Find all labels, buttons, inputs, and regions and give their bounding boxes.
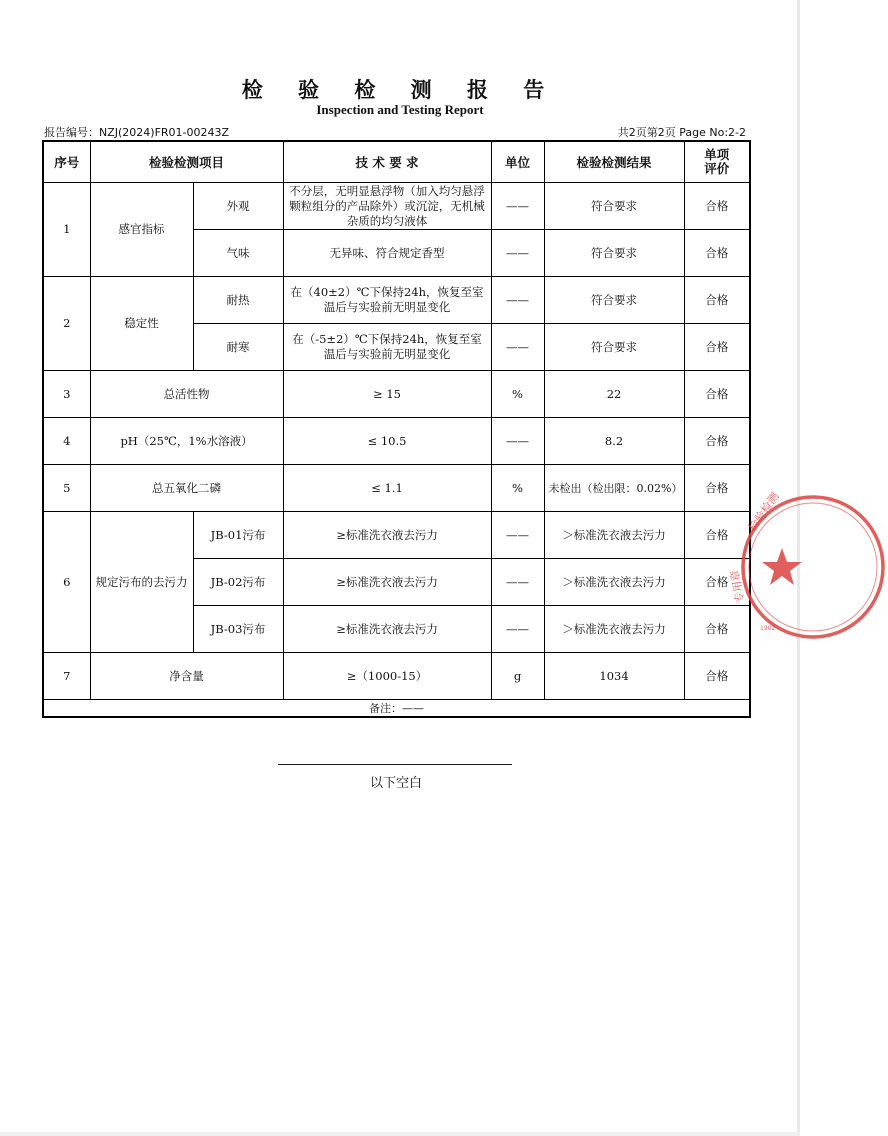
eval-cell: 合格 xyxy=(684,324,750,371)
svg-text:检验检测: 检验检测 xyxy=(745,490,782,534)
eval-cell: 合格 xyxy=(684,371,750,418)
report-title-english: Inspection and Testing Report xyxy=(316,102,484,117)
requirement-cell: 在（40±2）℃下保持24h，恢复至室温后与实验前无明显变化 xyxy=(283,277,491,324)
header-seq: 序号 xyxy=(43,141,90,183)
eval-cell: 合格 xyxy=(684,183,750,230)
requirement-cell: ≥ 15 xyxy=(283,371,491,418)
sub-item-cell: 外观 xyxy=(193,183,283,230)
item-cell: 总活性物 xyxy=(90,371,283,418)
header-requirement: 技 术 要 求 xyxy=(283,141,491,183)
item-cell: 总五氧化二磷 xyxy=(90,465,283,512)
requirement-cell: ≥（1000-15） xyxy=(283,653,491,700)
requirement-cell: 在（-5±2）℃下保持24h，恢复至室温后与实验前无明显变化 xyxy=(283,324,491,371)
eval-cell: 合格 xyxy=(684,559,750,606)
sub-item-cell: JB-03污布 xyxy=(193,606,283,653)
note-row xyxy=(43,700,750,718)
requirement-cell: ≤ 10.5 xyxy=(283,418,491,465)
page-bottom-edge xyxy=(0,1132,800,1136)
item-group-cell: 感官指标 xyxy=(90,183,193,277)
sub-item-cell: JB-02污布 xyxy=(193,559,283,606)
requirement-cell: 不分层，无明显悬浮物（加入均匀悬浮颗粒组分的产品除外）或沉淀，无机械杂质的均匀液体 xyxy=(283,183,491,230)
result-cell: ＞标准洗衣液去污力 xyxy=(544,559,684,606)
unit-cell: —— xyxy=(491,183,544,230)
table-row xyxy=(43,653,750,700)
table-row xyxy=(43,371,750,418)
header-unit: 单位 xyxy=(491,141,544,183)
eval-cell: 合格 xyxy=(684,277,750,324)
sub-item-cell: 耐寒 xyxy=(193,324,283,371)
sub-item-cell: JB-01污布 xyxy=(193,512,283,559)
report-number: 报告编号：NZJ(2024)FR01-00243Z xyxy=(44,126,230,139)
eval-cell: 合格 xyxy=(684,606,750,653)
inspection-table xyxy=(42,140,751,718)
table-row xyxy=(43,512,750,559)
result-cell: ＞标准洗衣液去污力 xyxy=(544,512,684,559)
report-title: 检 验 检 测 报 告 xyxy=(241,78,559,102)
svg-text:专用章: 专用章 xyxy=(728,568,747,604)
eval-cell: 合格 xyxy=(684,418,750,465)
result-cell: 符合要求 xyxy=(544,324,684,371)
seq-cell: 3 xyxy=(43,371,90,418)
unit-cell: —— xyxy=(491,230,544,277)
result-cell: 8.2 xyxy=(544,418,684,465)
header-result: 检验检测结果 xyxy=(544,141,684,183)
unit-cell: —— xyxy=(491,512,544,559)
requirement-cell: ≥标准洗衣液去污力 xyxy=(283,606,491,653)
seq-cell: 2 xyxy=(43,277,90,371)
item-group-cell: 规定污布的去污力 xyxy=(90,512,193,653)
eval-cell: 合格 xyxy=(684,230,750,277)
official-seal-stamp xyxy=(728,490,888,642)
eval-cell: 合格 xyxy=(684,512,750,559)
unit-cell: % xyxy=(491,465,544,512)
end-of-report-text: 以下空白 xyxy=(369,776,422,791)
seq-cell: 1 xyxy=(43,183,90,277)
result-cell: 1034 xyxy=(544,653,684,700)
unit-cell: % xyxy=(491,371,544,418)
requirement-cell: 无异味、符合规定香型 xyxy=(283,230,491,277)
note-cell: 备注：—— xyxy=(43,700,750,718)
sub-item-cell: 气味 xyxy=(193,230,283,277)
requirement-cell: ≥标准洗衣液去污力 xyxy=(283,559,491,606)
table-row xyxy=(43,183,750,230)
item-group-cell: 稳定性 xyxy=(90,277,193,371)
seq-cell: 7 xyxy=(43,653,90,700)
svg-text:1902: 1902 xyxy=(760,625,776,632)
unit-cell: —— xyxy=(491,606,544,653)
unit-cell: —— xyxy=(491,324,544,371)
eval-cell: 合格 xyxy=(684,653,750,700)
result-cell: 未检出（检出限：0.02%） xyxy=(544,465,684,512)
end-divider xyxy=(278,764,512,765)
table-row xyxy=(43,465,750,512)
result-cell: 符合要求 xyxy=(544,230,684,277)
header-eval: 单项 评价 xyxy=(684,141,750,183)
result-cell: 符合要求 xyxy=(544,277,684,324)
result-cell: ＞标准洗衣液去污力 xyxy=(544,606,684,653)
result-cell: 符合要求 xyxy=(544,183,684,230)
eval-cell: 合格 xyxy=(684,465,750,512)
result-cell: 22 xyxy=(544,371,684,418)
seq-cell: 6 xyxy=(43,512,90,653)
sub-item-cell: 耐热 xyxy=(193,277,283,324)
table-row xyxy=(43,277,750,324)
table-header-row xyxy=(43,141,750,183)
unit-cell: —— xyxy=(491,418,544,465)
requirement-cell: ≤ 1.1 xyxy=(283,465,491,512)
unit-cell: —— xyxy=(491,559,544,606)
item-cell: pH（25℃，1%水溶液） xyxy=(90,418,283,465)
item-cell: 净含量 xyxy=(90,653,283,700)
header-item: 检验检测项目 xyxy=(90,141,283,183)
seq-cell: 4 xyxy=(43,418,90,465)
seq-cell: 5 xyxy=(43,465,90,512)
unit-cell: g xyxy=(491,653,544,700)
requirement-cell: ≥标准洗衣液去污力 xyxy=(283,512,491,559)
page-info: 共2页第2页 Page No:2-2 xyxy=(617,126,746,139)
unit-cell: —— xyxy=(491,277,544,324)
table-row xyxy=(43,418,750,465)
